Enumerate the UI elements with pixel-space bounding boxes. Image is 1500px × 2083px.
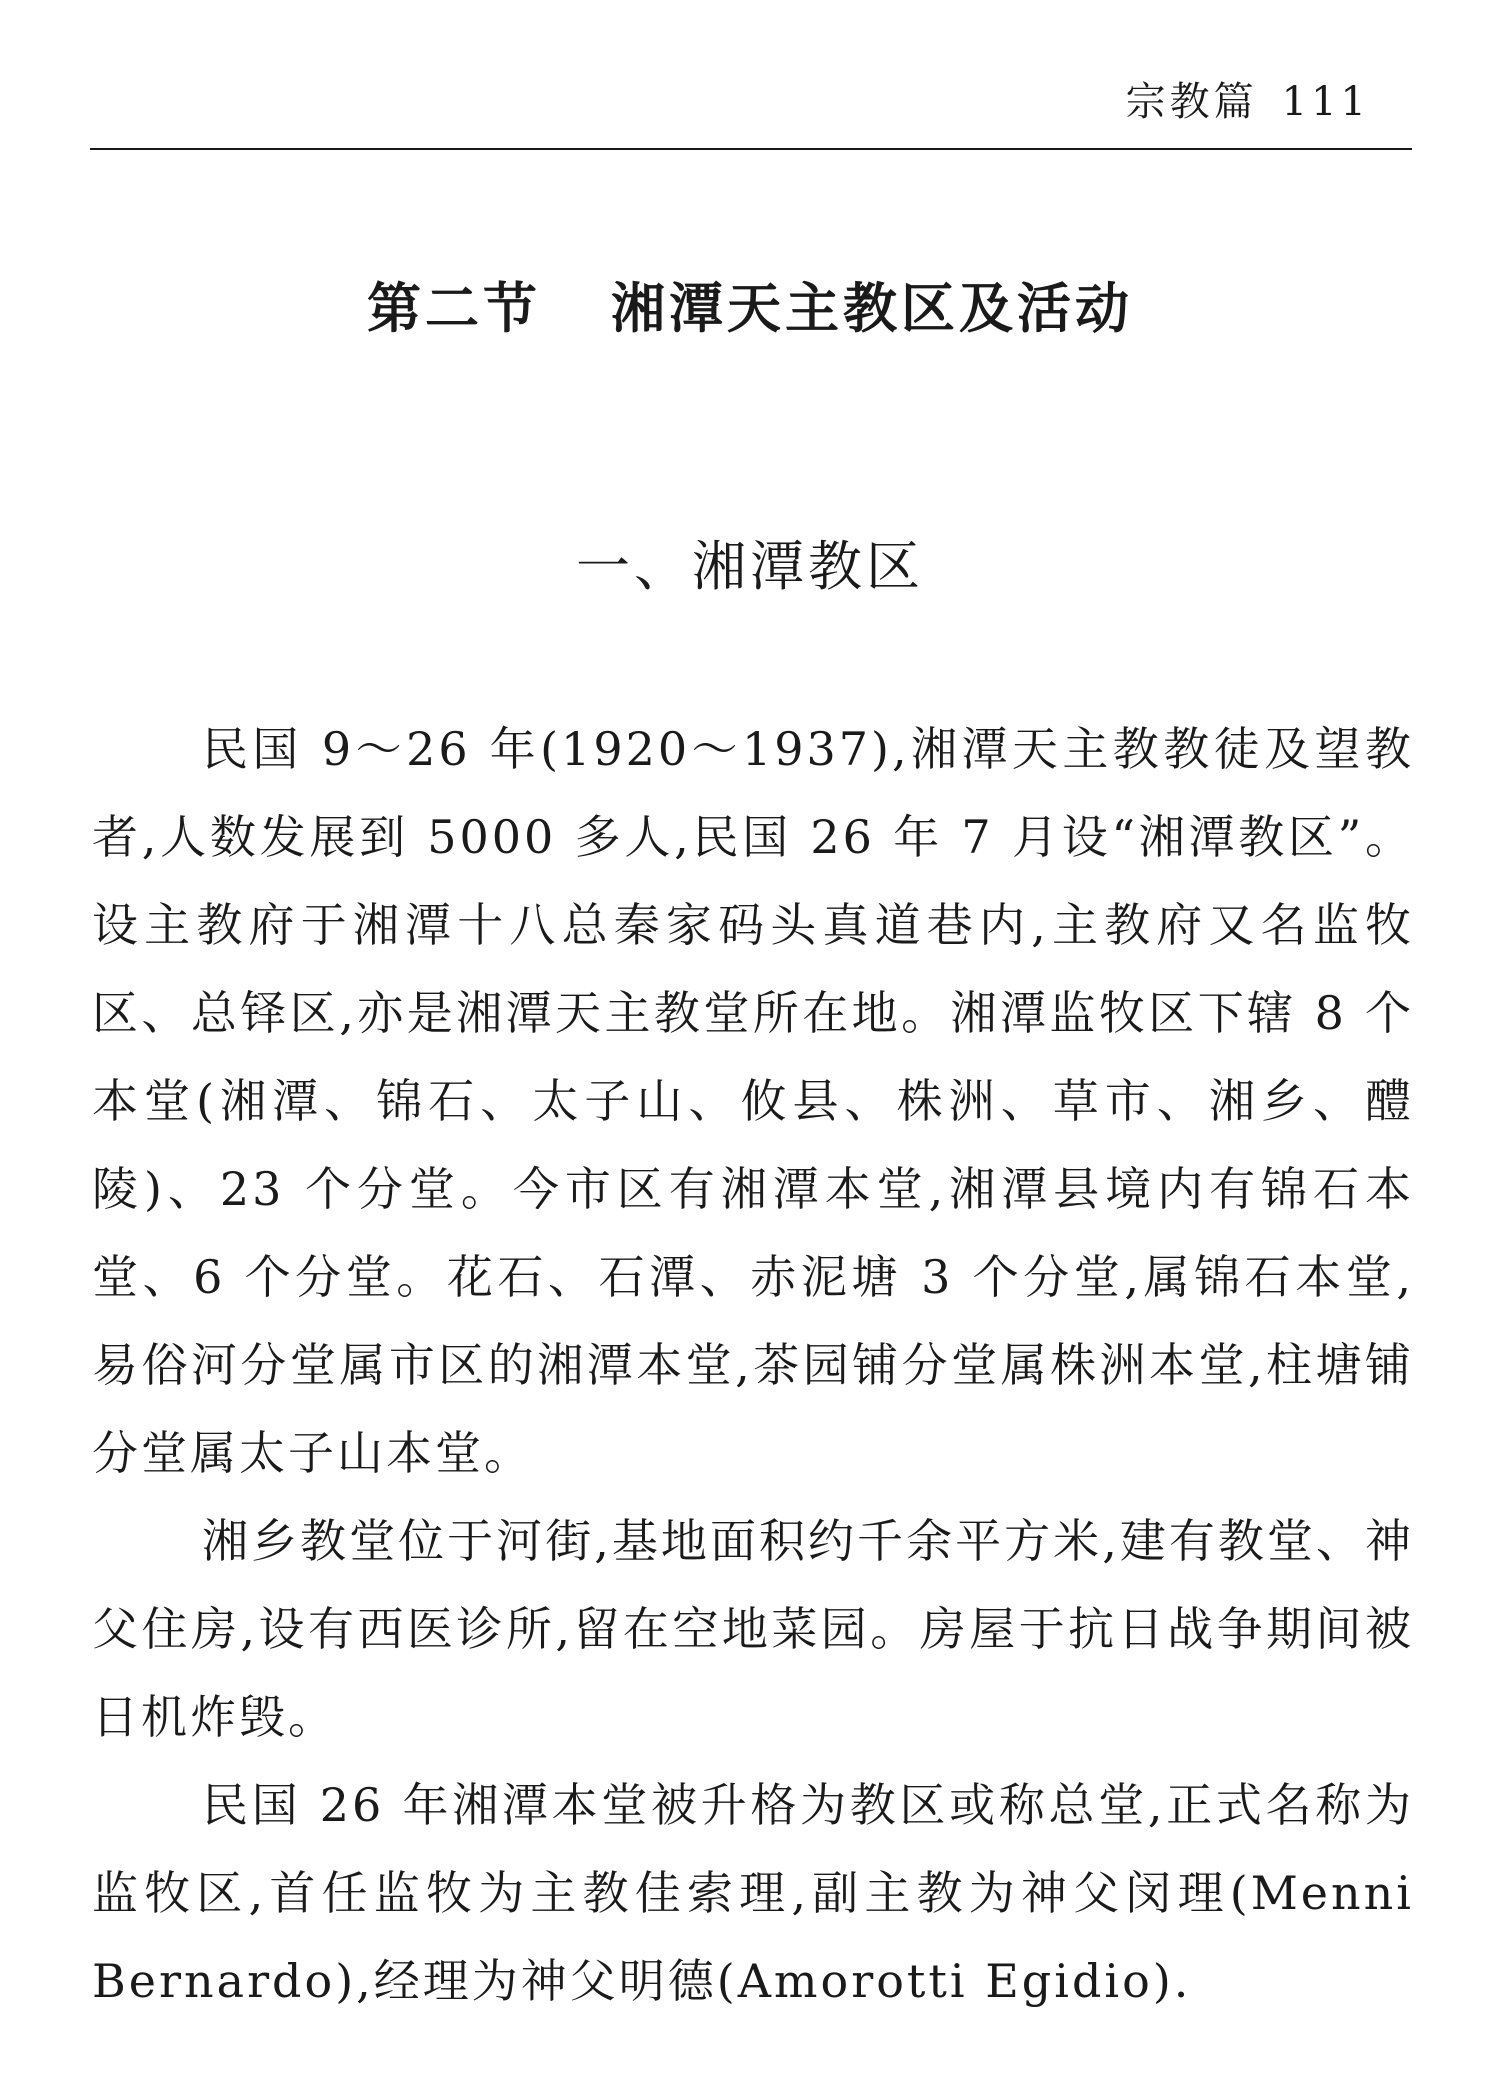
subheading: 一、湘潭教区 (576, 535, 924, 598)
paragraph: 民国 26 年湘潭本堂被升格为教区或称总堂,正式名称为监牧区,首任监牧为主教佳索理,副主教为神父闵理(Menni Bernardo),经理为神父明德(Amorotti Egidio). (92, 1778, 1414, 2008)
header-page-number: 111 (1281, 79, 1370, 125)
section-title: 湘潭天主教区及活动 (611, 277, 1133, 340)
paragraph: 湘乡教堂位于河街,基地面积约千余平方米,建有教堂、神父住房,设有西医诊所,留在空地菜园。房屋于抗日战争期间被日机炸毁。 (92, 1514, 1414, 1744)
paragraph: 民国 9～26 年(1920～1937),湘潭天主教教徒及望教者,人数发展到 5000 多人,民国 26 年 7 月设“湘潭教区”。设主教府于湘潭十八总秦家码头真道巷内,主教府又名监牧区、总铎区,亦是湘潭天主教堂所在地。湘潭监牧区下辖 8 个本堂(湘潭、锦石、太子山、攸县、株洲、草市、湘乡、醴陵)、23 个分堂。今市区有湘潭本堂,湘潭县境内有锦石本堂、6 个分堂。花石、石潭、赤泥塘 3 个分堂,属锦石本堂,易俗河分堂属市区的湘潭本堂,茶园铺分堂属株洲本堂,柱塘铺分堂属太子山本堂。 (92, 722, 1414, 1480)
running-header (1125, 79, 1370, 125)
header-section-name: 宗教篇 (1125, 79, 1258, 125)
section-heading (0, 277, 1500, 340)
body-text (92, 705, 1414, 2025)
section-number: 第二节 (367, 277, 541, 340)
header-rule (90, 148, 1412, 150)
